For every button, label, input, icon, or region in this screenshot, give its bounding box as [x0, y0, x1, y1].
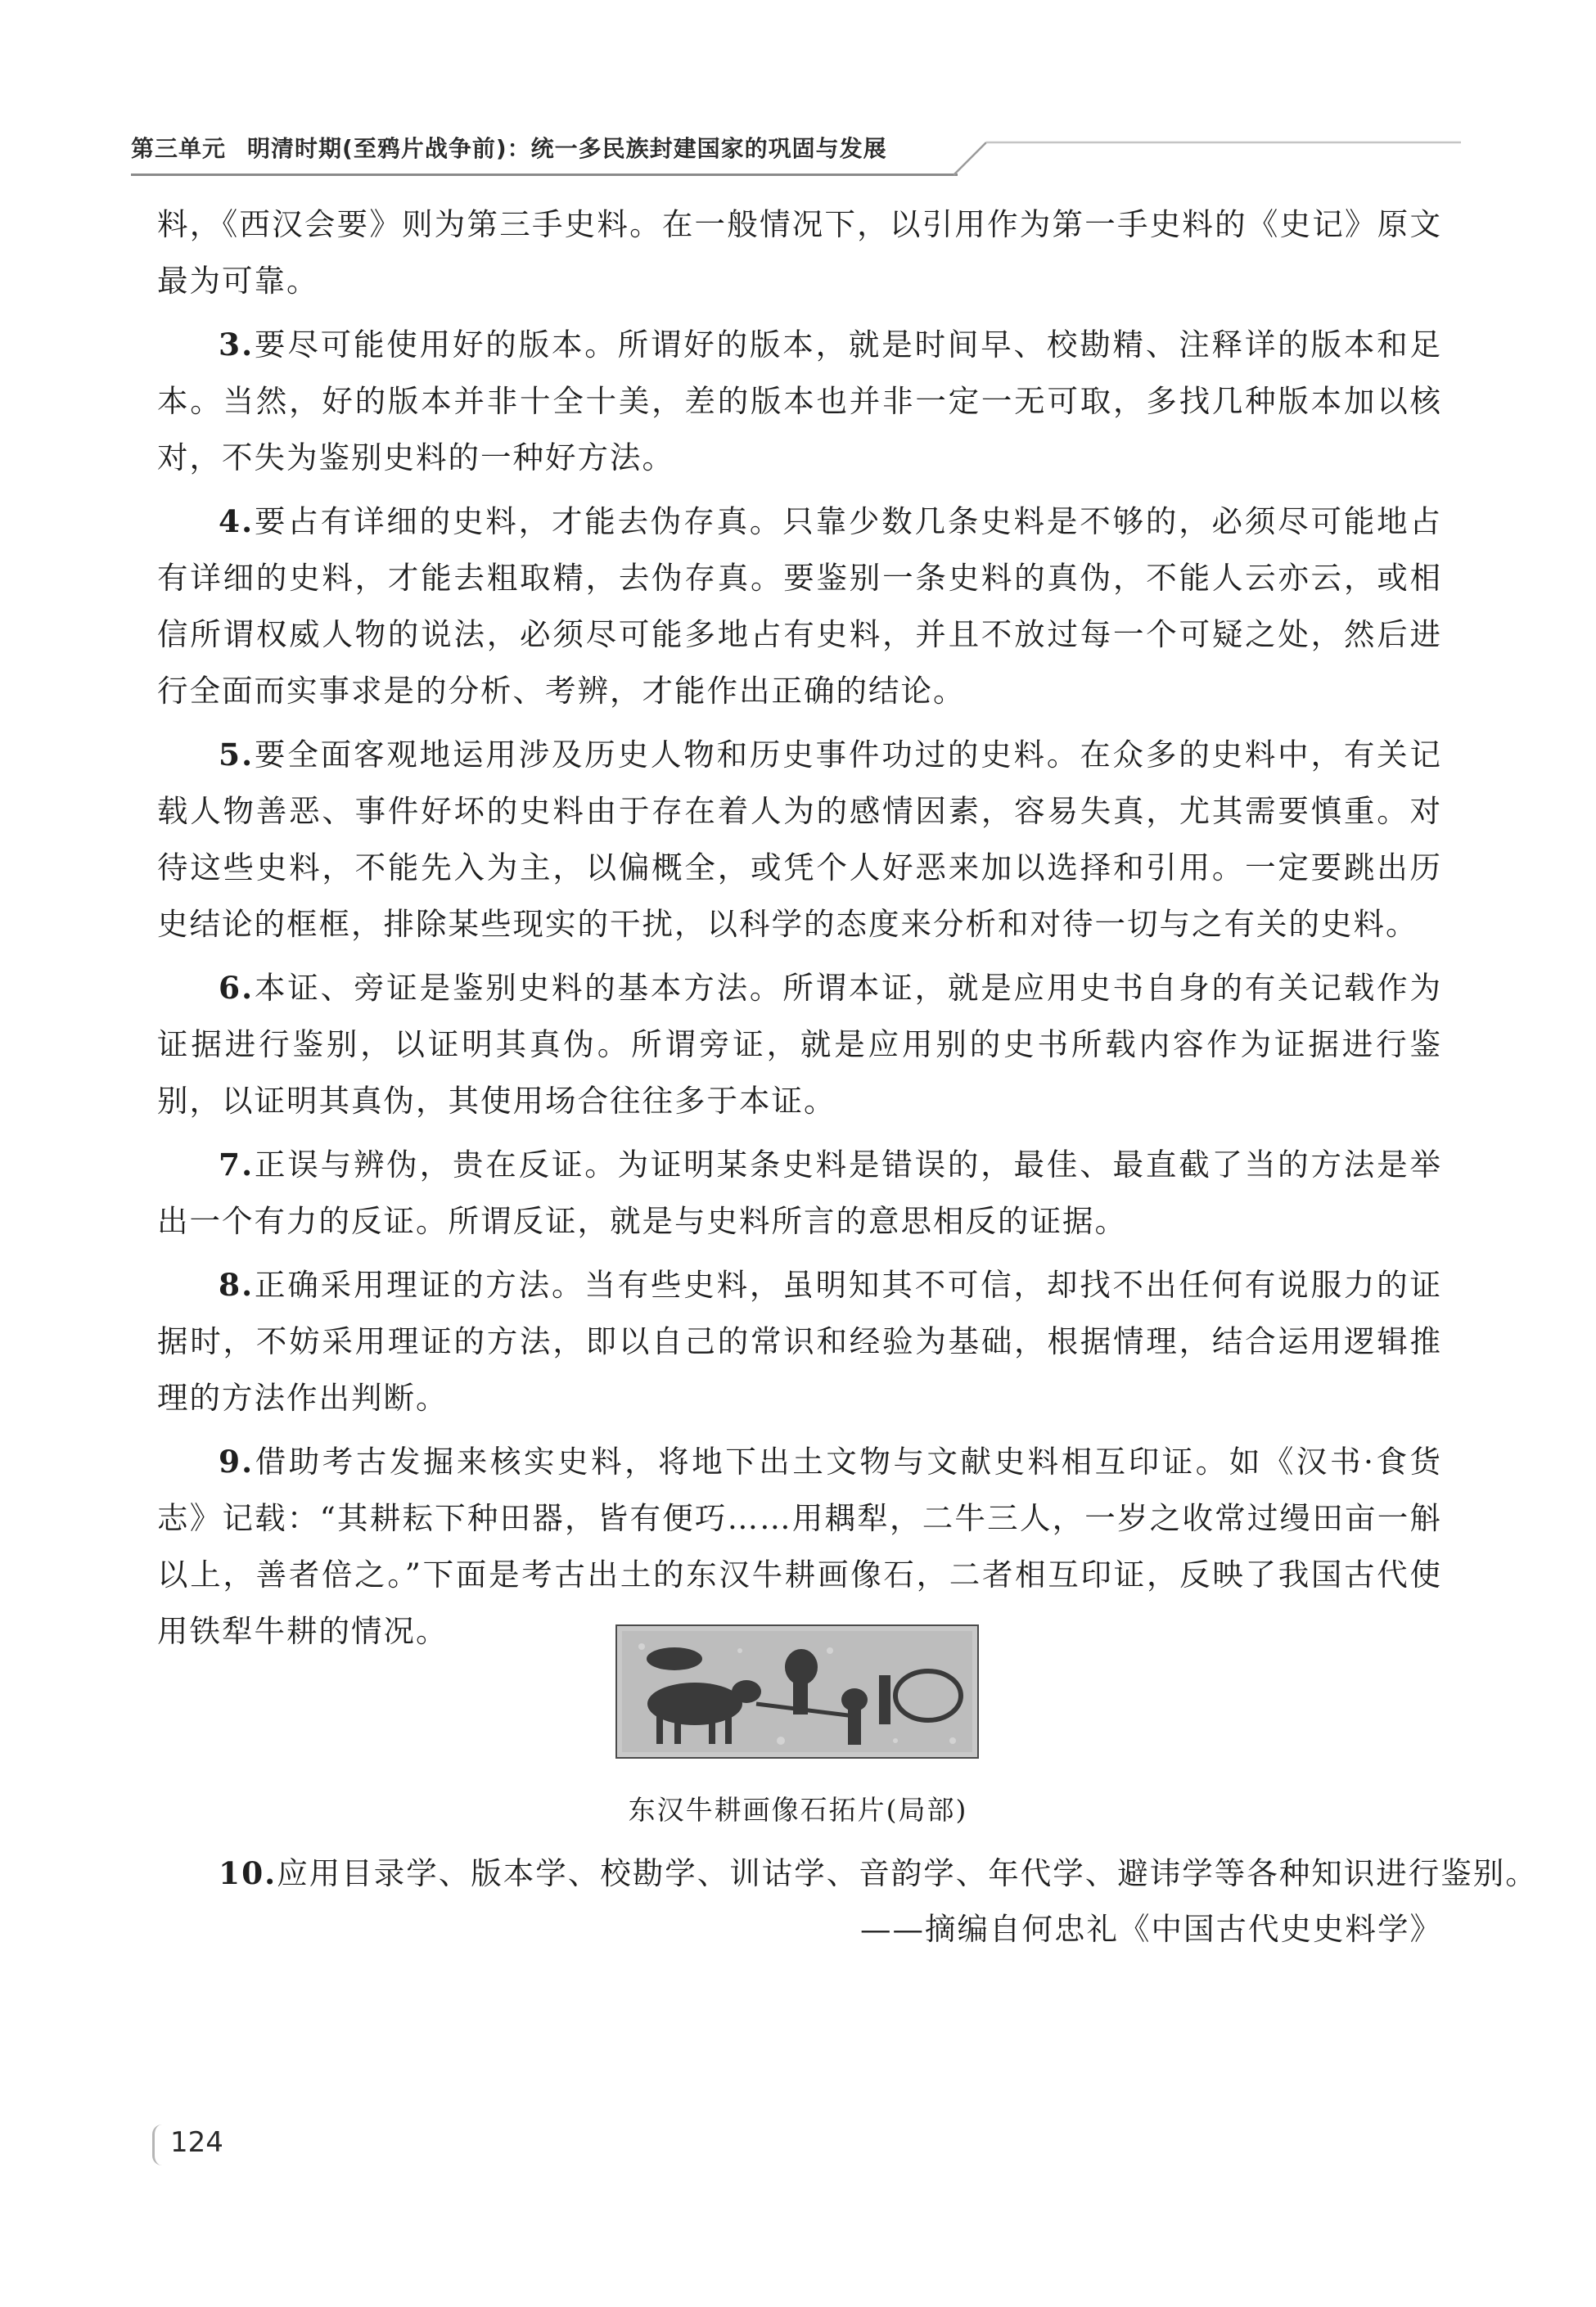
body-text	[157, 196, 1442, 1667]
item-number: 10.	[219, 1855, 277, 1891]
paragraph-5	[157, 727, 1442, 953]
rubbing-illustration	[617, 1626, 977, 1757]
item-number: 4.	[219, 503, 255, 539]
item-number: 8.	[219, 1267, 255, 1303]
paragraph-text: 正确采用理证的方法。当有些史料，虽明知其不可信，却找不出任何有说服力的证据时，不妨采用理证的方法，即以自己的常识和经验为基础，根据情理，结合运用逻辑推理的方法作出判断。	[157, 1267, 1442, 1416]
item-number: 3.	[219, 327, 255, 363]
item-number: 6.	[219, 970, 255, 1006]
paragraph-8	[157, 1257, 1442, 1426]
paragraph-10	[219, 1845, 1538, 1902]
unit-title: 明清时期(至鸦片战争前)：统一多民族封建国家的巩固与发展	[247, 135, 887, 162]
paragraph-text: 要占有详细的史料，才能去伪存真。只靠少数几条史料是不够的，必须尽可能地占有详细的史料，才能去粗取精，去伪存真。要鉴别一条史料的真伪，不能人云亦云，或相信所谓权威人物的说法，必须尽可能多地占有史料，并且不放过每一个可疑之处，然后进行全面而实事求是的分析、考辨，才能作出正确的结论。	[157, 503, 1442, 709]
source-citation: ——摘编自何忠礼《中国古代史史料学》	[860, 1911, 1442, 1947]
header-decoration	[954, 137, 1461, 177]
paragraph-text: 本证、旁证是鉴别史料的基本方法。所谓本证，就是应用史书自身的有关记载作为证据进行鉴别，以证明其真伪。所谓旁证，就是应用别的史书所载内容作为证据进行鉴别，以证明其真伪，其使用场合往往多于本证。	[157, 970, 1442, 1119]
paragraph-3	[157, 317, 1442, 486]
unit-label: 第三单元	[131, 135, 227, 162]
page-number: 124	[170, 2126, 223, 2159]
paragraph-7	[157, 1137, 1442, 1250]
paragraph-continuation: 料，《西汉会要》则为第三手史料。在一般情况下，以引用作为第一手史料的《史记》原文最为可靠。	[157, 206, 1442, 299]
paragraph-text: 应用目录学、版本学、校勘学、训诂学、音韵学、年代学、避讳学等各种知识进行鉴别。	[277, 1855, 1538, 1891]
running-header	[131, 131, 887, 164]
paragraph-6	[157, 960, 1442, 1129]
item-number: 9.	[219, 1444, 255, 1480]
item-number: 7.	[219, 1147, 255, 1183]
stone-rubbing-image	[615, 1624, 979, 1759]
paragraph-4	[157, 493, 1442, 719]
item-number: 5.	[219, 737, 255, 773]
paragraph-text: 正误与辨伪，贵在反证。为证明某条史料是错误的，最佳、最直截了当的方法是举出一个有力的反证。所谓反证，就是与史料所言的意思相反的证据。	[157, 1147, 1442, 1239]
figure-caption: 东汉牛耕画像石拓片(局部)	[628, 1794, 968, 1826]
paragraph-text: 要尽可能使用好的版本。所谓好的版本，就是时间早、校勘精、注释详的版本和足本。当然，好的版本并非十全十美，差的版本也并非一定一无可取，多找几种版本加以核对，不失为鉴别史料的一种好方法。	[157, 327, 1442, 475]
paragraph-text: 要全面客观地运用涉及历史人物和历史事件功过的史料。在众多的史料中，有关记载人物善恶、事件好坏的史料由于存在着人为的感情因素，容易失真，尤其需要慎重。对待这些史料，不能先入为主，以偏概全，或凭个人好恶来加以选择和引用。一定要跳出历史结论的框框，排除某些现实的干扰，以科学的态度来分析和对待一切与之有关的史料。	[157, 737, 1442, 942]
header-rule	[131, 173, 958, 176]
paragraph-text: 借助考古发掘来核实史料，将地下出土文物与文献史料相互印证。如《汉书·食货志》记载：“其耕耘下种田器，皆有便巧……用耦犁，二牛三人，一岁之收常过缦田亩一斛以上，善者倍之。”下面是考古出土的东汉牛耕画像石，二者相互印证，反映了我国古代使用铁犁牛耕的情况。	[157, 1444, 1442, 1649]
